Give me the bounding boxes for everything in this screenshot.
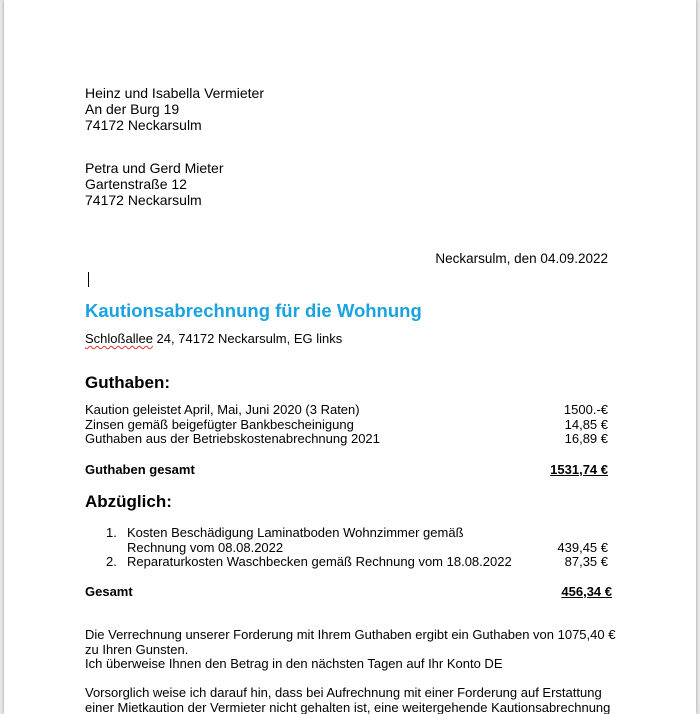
text-cursor [88,272,89,287]
abzueglich-heading: Abzüglich: [85,492,172,511]
recipient-city: 74172 Neckarsulm [85,192,202,208]
gesamt-label: Gesamt [85,584,133,599]
deduction-number: 2. [106,554,117,569]
guthaben-item-amount: 16,89 € [564,431,608,446]
guthaben-total-amount: 1531,74 € [550,462,608,477]
guthaben-total-label: Guthaben gesamt [85,462,195,477]
guthaben-item-label: Kaution geleistet April, Mai, Juni 2020 (3 Raten) [85,402,360,417]
deduction-amount: 87,35 € [564,554,608,569]
recipient-name: Petra und Gerd Mieter [85,160,224,176]
guthaben-heading: Guthaben: [85,373,170,392]
guthaben-item-amount: 1500.-€ [563,402,608,417]
guthaben-item-amount: 14,85 € [564,416,608,432]
paragraph-line: Ich überweise Ihnen den Betrag in den nächsten Tagen auf Ihr Konto DE [85,656,503,671]
property-address-rest: 24, 74172 Neckarsulm, EG links [152,331,343,346]
deduction-text: Rechnung vom 08.08.2022 [127,539,284,555]
deduction-text: Reparaturkosten Waschbecken gemäß Rechnung vom 18.08.2022 [127,554,512,569]
document-title: Kautionsabrechnung für die Wohnung [85,300,422,321]
deduction-amount: 439,45 € [557,539,608,555]
sender-city: 74172 Neckarsulm [85,117,202,133]
date-line: Neckarsulm, den 04.09.2022 [435,251,608,266]
sender-street: An der Burg 19 [85,101,180,117]
guthaben-item-label: Zinsen gemäß beigefügter Bankbescheinigung [85,416,354,432]
deduction-text: Kosten Beschädigung Laminatboden Wohnzimmer gemäß [127,525,464,540]
deduction-number: 1. [106,525,117,540]
guthaben-item-label: Guthaben aus der Betriebskostenabrechnung 2021 [85,431,380,446]
paragraph-line: zu Ihren Gunsten. [85,641,189,657]
document-page [4,0,696,714]
paragraph-line: Die Verrechnung unserer Forderung mit Ihrem Guthaben ergibt ein Guthaben von 1075,40 € [85,627,616,642]
property-address [85,332,342,347]
recipient-street: Gartenstraße 12 [85,176,187,192]
sender-name: Heinz und Isabella Vermieter [85,85,264,101]
paragraph-line: Vorsorglich weise ich darauf hin, dass bei Aufrechnung mit einer Forderung auf Erstattung [85,685,602,700]
gesamt-amount: 456,34 € [561,584,612,599]
spellcheck-word[interactable]: Schloßallee [85,331,153,346]
paragraph-line: einer Mietkaution der Vermieter nicht gehalten ist, eine weitergehende Kautionsabrechnung [85,699,611,714]
